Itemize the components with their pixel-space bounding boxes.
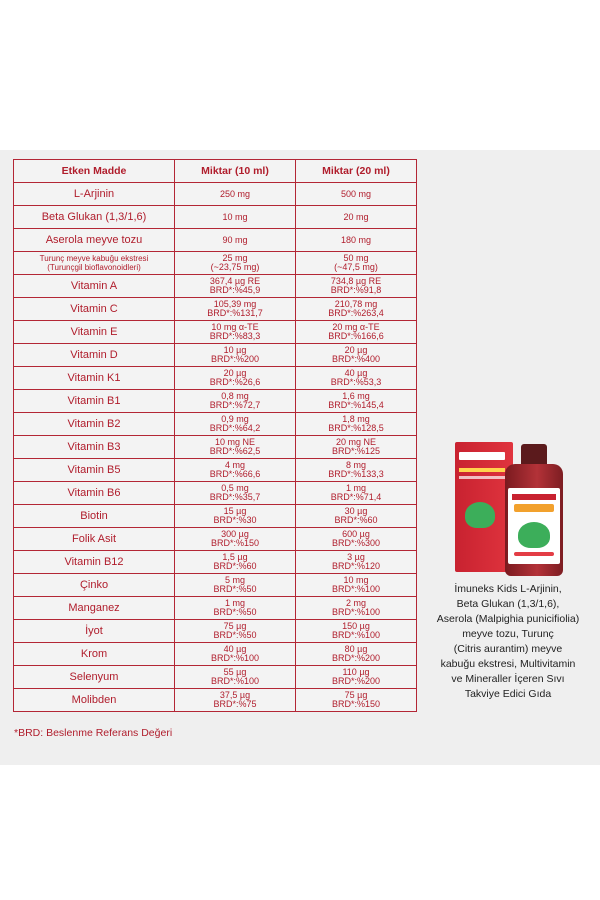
amount-reference: BRD*:%53,3 xyxy=(330,377,382,387)
dinosaur-mascot-icon xyxy=(518,522,550,548)
amount-reference: BRD*:%200 xyxy=(331,676,381,686)
amount-10ml-cell xyxy=(175,413,296,436)
ingredient-name-cell xyxy=(14,252,175,275)
amount-20ml-cell xyxy=(296,643,417,666)
ingredient-name-cell: Manganez xyxy=(14,597,175,620)
amount-value: 2 mg xyxy=(345,598,366,608)
amount-10ml-cell xyxy=(175,689,296,712)
ingredient-name-cell: Vitamin B3 xyxy=(14,436,175,459)
amount-20ml-cell xyxy=(296,459,417,482)
table-row xyxy=(14,666,417,689)
amount-20ml-cell xyxy=(296,482,417,505)
amount-reference: BRD*:%300 xyxy=(331,538,381,548)
amount-10ml-cell xyxy=(175,436,296,459)
table-row xyxy=(14,275,417,298)
table-row xyxy=(14,459,417,482)
amount-20ml-cell xyxy=(296,390,417,413)
amount-reference: BRD*:%125 xyxy=(331,446,381,456)
ingredient-name-cell: Vitamin B5 xyxy=(14,459,175,482)
amount-10ml-cell xyxy=(175,275,296,298)
amount-20ml-cell xyxy=(296,413,417,436)
amount-reference: BRD*:%200 xyxy=(331,653,381,663)
amount-reference: BRD*:%100 xyxy=(331,607,381,617)
ingredient-name-cell: L-Arjinin xyxy=(14,183,175,206)
amount-value: 90 mg xyxy=(222,234,248,245)
amount-value: 30 µg xyxy=(344,506,368,516)
amount-10ml-cell xyxy=(175,229,296,252)
ingredient-name-line: Turunç meyve kabuğu ekstresi xyxy=(39,254,149,263)
table-body xyxy=(14,183,417,712)
amount-value: 40 µg xyxy=(344,368,368,378)
table-row xyxy=(14,574,417,597)
amount-value: 1 mg xyxy=(345,483,366,493)
ingredient-name-cell: Vitamin B1 xyxy=(14,390,175,413)
table-header-row xyxy=(14,160,417,183)
ingredient-name-cell: Vitamin E xyxy=(14,321,175,344)
amount-value: 180 mg xyxy=(340,234,372,245)
amount-reference: BRD*:%71,4 xyxy=(330,492,382,502)
amount-20ml-cell xyxy=(296,689,417,712)
header-active-ingredient: Etken Madde xyxy=(14,160,175,183)
amount-reference: BRD*:%72,7 xyxy=(209,400,261,410)
amount-10ml-cell xyxy=(175,321,296,344)
ingredient-name-line: (Turunçgil bioflavonoidleri) xyxy=(47,263,141,272)
amount-value: 300 µg xyxy=(221,529,249,539)
nutrition-table xyxy=(13,159,417,712)
amount-reference: BRD*:%100 xyxy=(210,676,260,686)
amount-10ml-cell xyxy=(175,620,296,643)
amount-20ml-cell xyxy=(296,620,417,643)
amount-reference: BRD*:%131,7 xyxy=(207,308,263,318)
amount-reference: BRD*:%50 xyxy=(213,607,257,617)
table-row xyxy=(14,206,417,229)
amount-reference: BRD*:%64,2 xyxy=(209,423,261,433)
amount-reference: BRD*:%91,8 xyxy=(330,285,382,295)
amount-10ml-cell xyxy=(175,643,296,666)
amount-value: 80 µg xyxy=(344,644,368,654)
amount-20ml-cell xyxy=(296,275,417,298)
dinosaur-mascot-icon xyxy=(465,502,495,528)
amount-value: 0,8 mg xyxy=(221,391,249,401)
amount-value: 20 mg xyxy=(343,211,369,222)
table-row xyxy=(14,321,417,344)
ingredient-name-cell: İyot xyxy=(14,620,175,643)
amount-value: 10 mg xyxy=(222,211,248,222)
amount-value: 210,78 mg xyxy=(334,299,378,309)
amount-value: 367,4 µg RE xyxy=(209,276,261,286)
amount-value: 1,6 mg xyxy=(342,391,370,401)
amount-10ml-cell xyxy=(175,528,296,551)
amount-value: 25 mg xyxy=(222,253,248,263)
amount-10ml-cell xyxy=(175,505,296,528)
ingredient-name-cell: Aserola meyve tozu xyxy=(14,229,175,252)
amount-value: 0,5 mg xyxy=(221,483,249,493)
amount-value: 75 µg xyxy=(223,621,247,631)
ingredient-name-cell: Vitamin D xyxy=(14,344,175,367)
table-row xyxy=(14,367,417,390)
amount-value: 1,8 mg xyxy=(342,414,370,424)
table-row xyxy=(14,551,417,574)
amount-10ml-cell xyxy=(175,482,296,505)
amount-10ml-cell xyxy=(175,367,296,390)
amount-20ml-cell xyxy=(296,574,417,597)
amount-reference: BRD*:%26,6 xyxy=(209,377,261,387)
amount-reference: BRD*:%75 xyxy=(213,699,257,709)
amount-value: 4 mg xyxy=(224,460,245,470)
amount-20ml-cell xyxy=(296,551,417,574)
amount-value: 5 mg xyxy=(224,575,245,585)
amount-10ml-cell xyxy=(175,183,296,206)
amount-value: 10 mg α-TE xyxy=(211,322,259,332)
product-caption: İmuneks Kids L-Arjinin, Beta Glukan (1,3/1,6), Aserola (Malpighia punicifiolia) meyve tozu, Turunç (Citris aurantim) meyve kabuğu ekstresi, Multivitamin ve Mineraller İçeren Sıvı Takviye Edici Gıda xyxy=(436,583,580,700)
amount-20ml-cell xyxy=(296,367,417,390)
amount-value: 500 mg xyxy=(340,188,372,199)
ingredient-name-cell: Folik Asit xyxy=(14,528,175,551)
amount-reference: BRD*:%50 xyxy=(213,630,257,640)
table-row xyxy=(14,505,417,528)
amount-reference: BRD*:%35,7 xyxy=(209,492,261,502)
product-package-image xyxy=(455,436,565,576)
amount-20ml-cell xyxy=(296,183,417,206)
bottle-label xyxy=(508,488,560,564)
amount-20ml-cell xyxy=(296,436,417,459)
amount-value: 50 mg xyxy=(343,253,369,263)
amount-value: 10 mg NE xyxy=(214,437,256,447)
amount-value: 8 mg xyxy=(345,460,366,470)
table-row xyxy=(14,643,417,666)
amount-reference: BRD*:%45,9 xyxy=(209,285,261,295)
ingredient-name-cell: Vitamin A xyxy=(14,275,175,298)
amount-value: 20 mg α-TE xyxy=(332,322,380,332)
amount-reference: BRD*:%133,3 xyxy=(328,469,384,479)
ingredient-name-cell: Vitamin B12 xyxy=(14,551,175,574)
amount-value: 3 µg xyxy=(347,552,365,562)
amount-value: 105,39 mg xyxy=(213,299,257,309)
amount-reference: BRD*:%128,5 xyxy=(328,423,384,433)
ingredient-name-cell: Biotin xyxy=(14,505,175,528)
amount-20ml-cell xyxy=(296,229,417,252)
header-amount-20ml: Miktar (20 ml) xyxy=(296,160,417,183)
amount-reference: BRD*:%145,4 xyxy=(328,400,384,410)
amount-value: 15 µg xyxy=(223,506,247,516)
amount-reference: BRD*:%60 xyxy=(213,561,257,571)
footnote: *BRD: Beslenme Referans Değeri xyxy=(14,727,173,739)
amount-value: 734,8 µg RE xyxy=(330,276,382,286)
amount-value: 10 µg xyxy=(223,345,247,355)
amount-value: 0,9 mg xyxy=(221,414,249,424)
amount-10ml-cell xyxy=(175,597,296,620)
table-row xyxy=(14,298,417,321)
amount-reference: BRD*:%400 xyxy=(331,354,381,364)
table-row xyxy=(14,528,417,551)
amount-10ml-cell xyxy=(175,666,296,689)
amount-20ml-cell xyxy=(296,666,417,689)
amount-20ml-cell xyxy=(296,206,417,229)
table-row xyxy=(14,183,417,206)
ingredient-name-cell: Molibden xyxy=(14,689,175,712)
amount-value: 250 mg xyxy=(219,188,251,199)
table-row xyxy=(14,344,417,367)
amount-10ml-cell xyxy=(175,344,296,367)
amount-20ml-cell xyxy=(296,321,417,344)
amount-20ml-cell xyxy=(296,298,417,321)
amount-10ml-cell xyxy=(175,252,296,275)
amount-10ml-cell xyxy=(175,459,296,482)
amount-reference: (~47,5 mg) xyxy=(334,262,378,272)
amount-reference: BRD*:%66,6 xyxy=(209,469,261,479)
amount-reference: BRD*:%100 xyxy=(210,653,260,663)
amount-reference: BRD*:%200 xyxy=(210,354,260,364)
amount-20ml-cell xyxy=(296,505,417,528)
amount-reference: BRD*:%263,4 xyxy=(328,308,384,318)
amount-reference: BRD*:%120 xyxy=(331,561,381,571)
amount-value: 20 mg NE xyxy=(335,437,377,447)
ingredient-name-cell: Vitamin C xyxy=(14,298,175,321)
ingredient-name-cell: Beta Glukan (1,3/1,6) xyxy=(14,206,175,229)
amount-value: 75 µg xyxy=(344,690,368,700)
table-row xyxy=(14,689,417,712)
amount-20ml-cell xyxy=(296,528,417,551)
amount-value: 37,5 µg xyxy=(219,690,251,700)
amount-reference: BRD*:%30 xyxy=(213,515,257,525)
table-row xyxy=(14,620,417,643)
amount-20ml-cell xyxy=(296,344,417,367)
amount-reference: BRD*:%50 xyxy=(213,584,257,594)
amount-reference: (~23,75 mg) xyxy=(210,262,260,272)
amount-value: 20 µg xyxy=(344,345,368,355)
amount-value: 600 µg xyxy=(342,529,370,539)
amount-20ml-cell xyxy=(296,252,417,275)
amount-reference: BRD*:%166,6 xyxy=(328,331,384,341)
amount-reference: BRD*:%100 xyxy=(331,630,381,640)
amount-reference: BRD*:%83,3 xyxy=(209,331,261,341)
amount-value: 10 mg xyxy=(343,575,369,585)
table-row xyxy=(14,597,417,620)
table-row xyxy=(14,436,417,459)
ingredient-name-cell: Selenyum xyxy=(14,666,175,689)
amount-10ml-cell xyxy=(175,298,296,321)
amount-10ml-cell xyxy=(175,206,296,229)
amount-reference: BRD*:%150 xyxy=(210,538,260,548)
amount-reference: BRD*:%60 xyxy=(334,515,378,525)
ingredient-name-cell: Vitamin B2 xyxy=(14,413,175,436)
amount-value: 20 µg xyxy=(223,368,247,378)
amount-value: 150 µg xyxy=(342,621,370,631)
header-amount-10ml: Miktar (10 ml) xyxy=(175,160,296,183)
amount-value: 1,5 µg xyxy=(222,552,248,562)
ingredient-name-cell: Vitamin K1 xyxy=(14,367,175,390)
ingredient-name-cell: Vitamin B6 xyxy=(14,482,175,505)
table-row xyxy=(14,252,417,275)
table-row xyxy=(14,229,417,252)
table-row xyxy=(14,390,417,413)
ingredient-name-cell: Çinko xyxy=(14,574,175,597)
amount-10ml-cell xyxy=(175,551,296,574)
amount-value: 55 µg xyxy=(223,667,247,677)
amount-value: 40 µg xyxy=(223,644,247,654)
amount-reference: BRD*:%62,5 xyxy=(209,446,261,456)
table-row xyxy=(14,482,417,505)
amount-20ml-cell xyxy=(296,597,417,620)
amount-value: 1 mg xyxy=(224,598,245,608)
ingredient-name-cell: Krom xyxy=(14,643,175,666)
amount-reference: BRD*:%100 xyxy=(331,584,381,594)
table-row xyxy=(14,413,417,436)
amount-value: 110 µg xyxy=(342,667,370,677)
amount-reference: BRD*:%150 xyxy=(331,699,381,709)
amount-10ml-cell xyxy=(175,390,296,413)
amount-10ml-cell xyxy=(175,574,296,597)
